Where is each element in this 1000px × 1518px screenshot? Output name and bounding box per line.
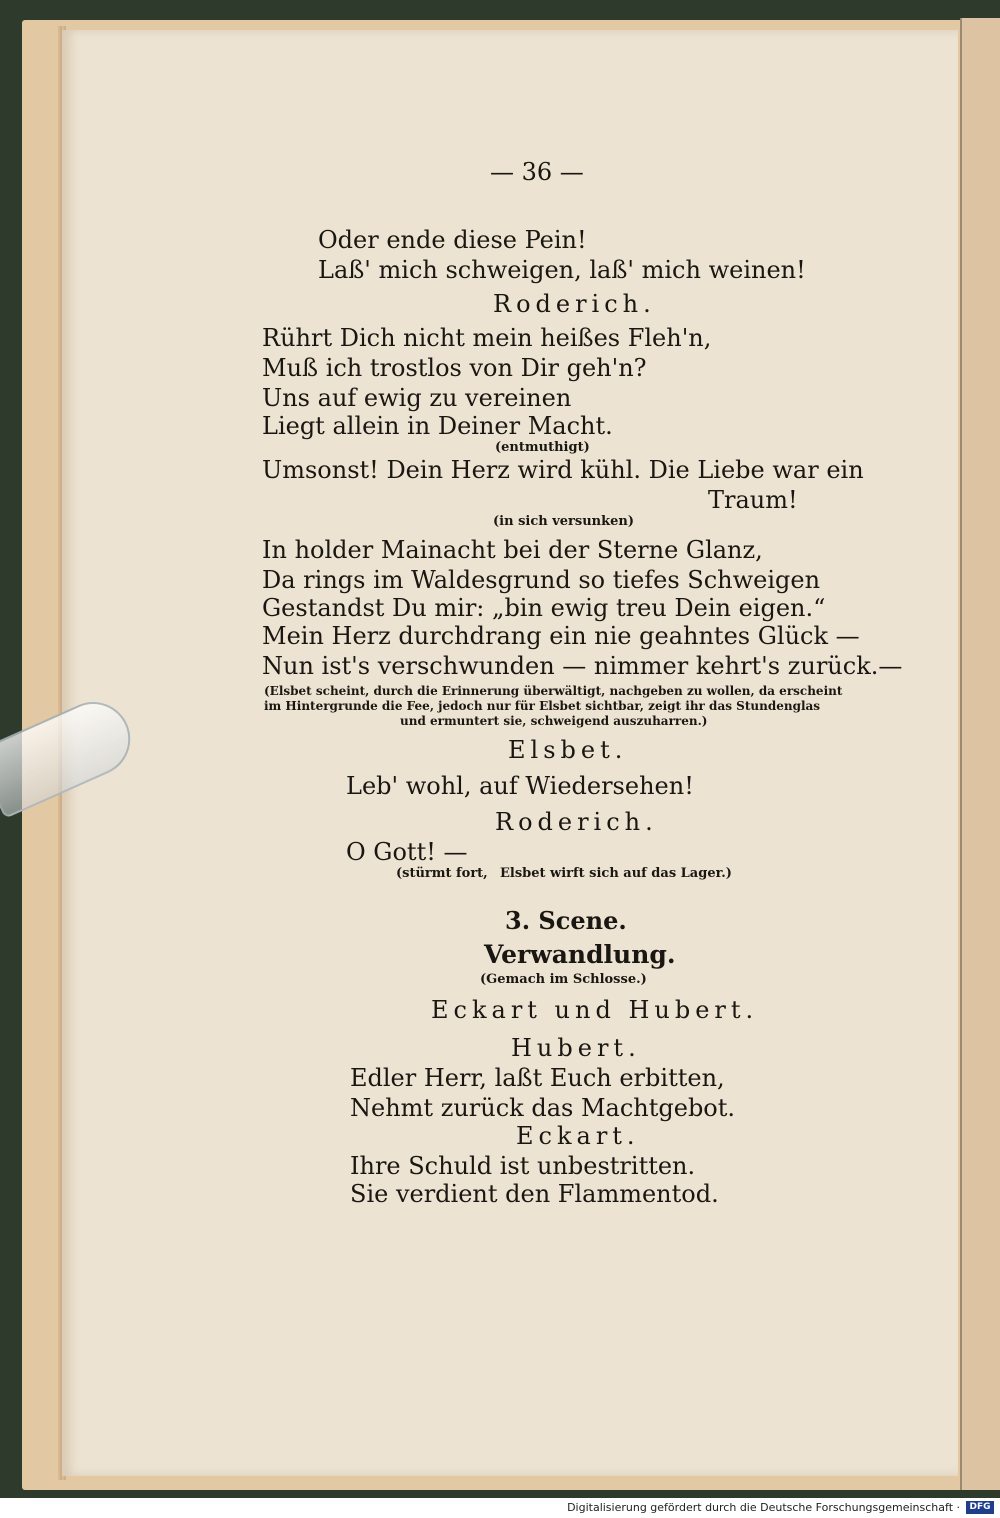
speaker-name: Elsbet.: [508, 736, 628, 764]
verse-line: Sie verdient den Flammentod.: [350, 1180, 719, 1208]
stage-direction: und ermuntert sie, schweigend auszuharren.): [400, 714, 708, 728]
stage-direction: (stürmt fort,: [396, 866, 488, 881]
verse-line-continuation: Traum!: [708, 486, 798, 514]
scene-heading: 3. Scene.: [505, 906, 627, 935]
speaker-name: Eckart.: [516, 1122, 640, 1150]
footer-bar: [0, 1498, 1000, 1518]
stage-direction: (in sich versunken): [493, 514, 634, 529]
stage-direction: im Hintergrunde die Fee, jedoch nur für Elsbet sichtbar, zeigt ihr das Stundenglas: [264, 699, 821, 713]
verse-line: Muß ich trostlos von Dir geh'n?: [262, 354, 647, 382]
verse-line: Liegt allein in Deiner Macht.: [262, 412, 613, 440]
stage-direction: (Gemach im Schlosse.): [480, 972, 647, 987]
verse-line: Ihre Schuld ist unbestritten.: [350, 1152, 696, 1180]
verse-line: Oder ende diese Pein!: [318, 226, 587, 254]
scene-title: Verwandlung.: [484, 940, 676, 969]
speaker-name: Hubert.: [511, 1034, 641, 1062]
stage-direction: (entmuthigt): [495, 440, 590, 455]
verse-line: Mein Herz durchdrang ein nie geahntes Glück —: [262, 622, 860, 650]
verse-line: Gestandst Du mir: „bin ewig treu Dein eigen.“: [262, 594, 826, 622]
funding-notice: Digitalisierung gefördert durch die Deutsche Forschungsgemeinschaft ·: [567, 1501, 960, 1514]
verse-line: Nehmt zurück das Machtgebot.: [350, 1094, 736, 1122]
speaker-name: Eckart und Hubert.: [431, 996, 759, 1024]
speaker-name: Roderich.: [493, 290, 656, 318]
dfg-logo: DFG: [966, 1501, 994, 1514]
verse-line: Laß' mich schweigen, laß' mich weinen!: [318, 256, 806, 284]
verse-line: Umsonst! Dein Herz wird kühl. Die Liebe war ein: [262, 456, 864, 484]
verse-line: Rührt Dich nicht mein heißes Fleh'n,: [262, 324, 712, 352]
verse-line: Edler Herr, laßt Euch erbitten,: [350, 1064, 725, 1092]
verse-line: Leb' wohl, auf Wiedersehen!: [346, 772, 694, 800]
verse-line: In holder Mainacht bei der Sterne Glanz,: [262, 536, 763, 564]
verse-line: Uns auf ewig zu vereinen: [262, 384, 572, 412]
verse-line: Nun ist's verschwunden — nimmer kehrt's zurück.—: [262, 652, 903, 680]
speaker-name: Roderich.: [495, 808, 658, 836]
stage-direction: Elsbet wirft sich auf das Lager.): [500, 866, 732, 881]
stage-direction: (Elsbet scheint, durch die Erinnerung überwältigt, nachgeben zu wollen, da erscheint: [264, 684, 843, 698]
verse-line: O Gott! —: [346, 838, 468, 866]
verse-line: Da rings im Waldesgrund so tiefes Schweigen: [262, 566, 821, 594]
page-number: — 36 —: [490, 158, 584, 186]
